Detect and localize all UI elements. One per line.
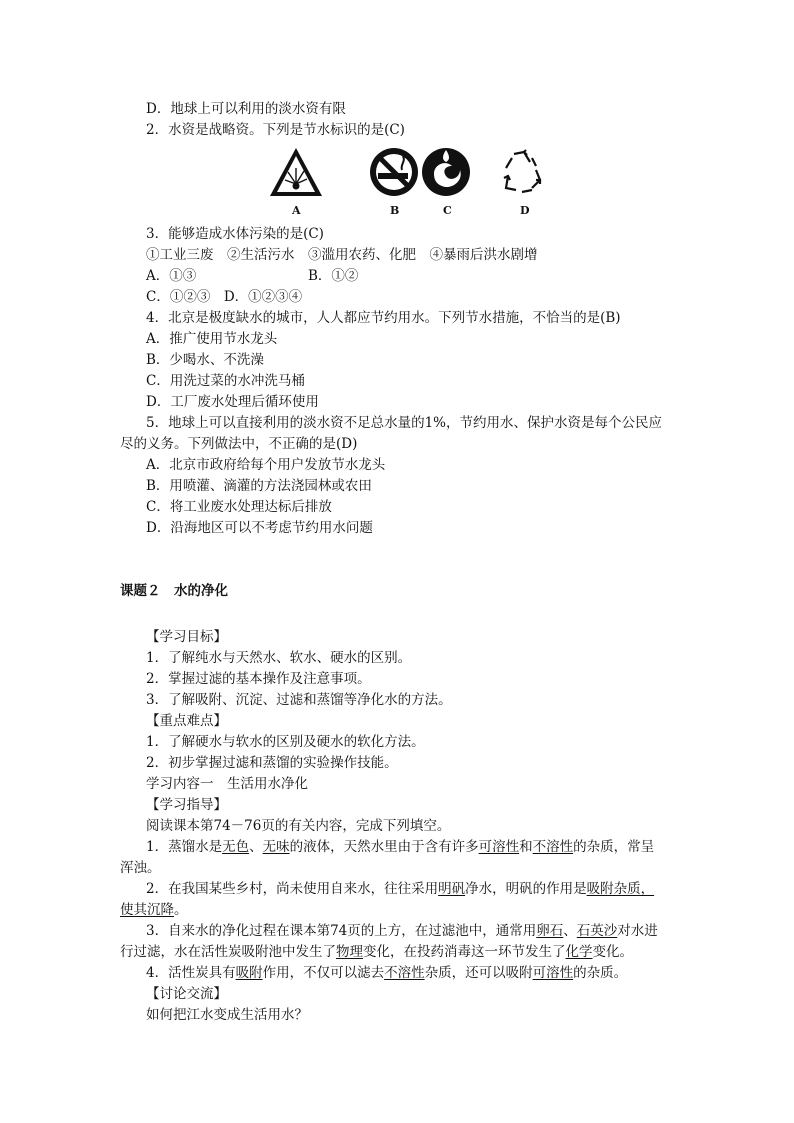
heading-learning-guide: 【学习指导】 <box>146 797 227 813</box>
goal-2: 2．掌握过滤的基本操作及注意事项。 <box>146 671 371 687</box>
fill-item-2: 2．在我国某些乡村，尚未使用自来水，往往采用明矾净水，明矾的作用是吸附杂质， <box>146 881 655 897</box>
signs-svg <box>268 144 558 204</box>
explosive-warning-icon <box>270 148 322 196</box>
heading-key-points: 【重点难点】 <box>146 713 227 729</box>
no-smoking-icon <box>370 148 418 196</box>
answer-adsorb: 吸附杂质， <box>586 881 655 897</box>
question-4: 4．北京是极度缺水的城市，人人都应节约用水。下列节水措施，不恰当的是(B) <box>146 310 621 326</box>
answer-adsorption: 吸附 <box>235 965 263 981</box>
label-b: B <box>390 204 400 217</box>
option-c-q4: C．用洗过菜的水冲洗马桶 <box>146 373 305 389</box>
answer-physical: 物理 <box>336 944 363 960</box>
answer-soluble: 可溶性 <box>478 839 520 855</box>
goal-3: 3．了解吸附、沉淀、过滤和蒸馏等净化水的方法。 <box>146 692 452 708</box>
answer-alum: 明矾 <box>438 881 466 897</box>
answer-insoluble: 不溶性 <box>532 839 574 855</box>
option-c-q5: C．将工业废水处理达标后排放 <box>146 499 332 515</box>
answer-pebble: 卵石 <box>536 923 564 939</box>
content-heading: 学习内容一 生活用水净化 <box>146 776 308 792</box>
question-5: 5．地球上可以直接利用的淡水资不足总水量的1%，节约用水、保护水资是每个公民应 <box>146 415 663 431</box>
options-cd-q3: C．①②③ D．①②③④ <box>146 289 303 305</box>
question-3: 3．能够造成水体污染的是(C) <box>146 226 324 242</box>
fill-item-1-cont: 浑浊。 <box>120 860 161 876</box>
heading-learning-goals: 【学习目标】 <box>146 629 227 645</box>
question-2: 2．水资是战略资。下列是节水标识的是(C) <box>146 122 405 138</box>
goal-1: 1．了解纯水与天然水、软水、硬水的区别。 <box>146 650 412 666</box>
fill-item-4: 4．活性炭具有吸附作用，不仅可以滤去不溶性杂质，还可以吸附可溶性的杂质。 <box>146 965 628 981</box>
answer-colorless: 无色 <box>222 839 250 855</box>
answer-chemical: 化学 <box>565 944 593 960</box>
reading-instruction: 阅读课本第74－76页的有关内容，完成下列填空。 <box>146 818 451 834</box>
answer-settle: 使其沉降 <box>120 902 174 918</box>
key-point-1: 1．了解硬水与软水的区别及硬水的软化方法。 <box>146 734 425 750</box>
discussion-question: 如何把江水变成生活用水？ <box>146 1007 308 1023</box>
option-b-q4: B．少喝水、不洗澡 <box>146 352 264 368</box>
option-a-q5: A．北京市政府给每个用户发放节水龙头 <box>146 457 386 473</box>
answer-quartz-sand: 石英沙 <box>576 923 618 939</box>
heading-discussion: 【讨论交流】 <box>146 986 227 1002</box>
option-d-q4: D．工厂废水处理后循环使用 <box>146 394 319 410</box>
option-a-q4: A．推广使用节水龙头 <box>146 331 278 347</box>
water-saving-icon <box>422 148 470 196</box>
recycle-icon <box>504 150 540 192</box>
answer-soluble-2: 可溶性 <box>532 965 574 981</box>
label-d: D <box>520 204 530 217</box>
fill-item-2-cont: 使其沉降。 <box>120 902 188 918</box>
question-5-cont: 尽的义务。下列做法中，不正确的是(D) <box>120 436 358 452</box>
option-d-q5: D．沿海地区可以不考虑节约用水问题 <box>146 520 373 536</box>
fill-item-3-cont: 行过滤，水在活性炭吸附池中发生了物理变化，在投药消毒这一环节发生了化学变化。 <box>120 944 633 960</box>
option-a-q3: A．①③ <box>146 268 197 284</box>
label-a: A <box>292 204 301 217</box>
option-d-q1: D．地球上可以利用的淡水资有限 <box>146 101 346 117</box>
section-title: 课题２ 水的净化 <box>120 583 228 599</box>
label-c: C <box>443 204 452 217</box>
answer-insoluble-2: 不溶性 <box>384 965 425 981</box>
fill-item-1: 1．蒸馏水是无色、无味的液体，天然水里由于含有许多可溶性和不溶性的杂质，常呈 <box>146 839 655 855</box>
option-b-q3: B．①② <box>308 268 359 284</box>
fill-item-3: 3．自来水的净化过程在课本第74页的上方，在过滤池中，通常用卵石、石英沙对水进 <box>146 923 658 939</box>
key-point-2: 2．初步掌握过滤和蒸馏的实验操作技能。 <box>146 755 398 771</box>
option-b-q5: B．用喷灌、滴灌的方法浇园林或农田 <box>146 478 372 494</box>
q3-options-list: ①工业三废 ②生活污水 ③滥用农药、化肥 ④暴雨后洪水剧增 <box>146 247 538 263</box>
sign-figure <box>268 144 558 220</box>
answer-odorless: 无味 <box>262 839 290 855</box>
